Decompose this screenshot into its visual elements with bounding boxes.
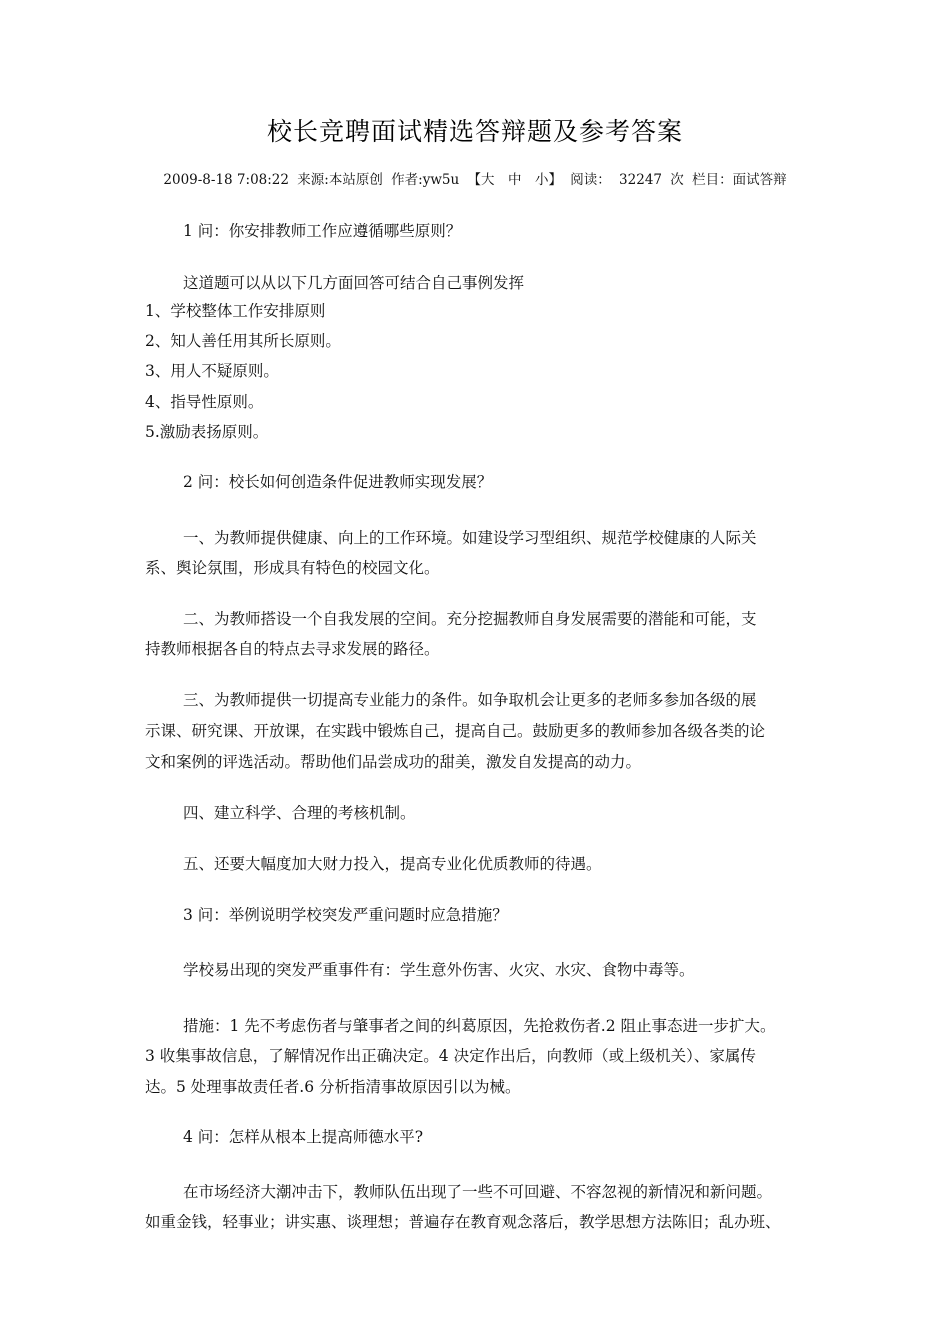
font-size-switcher[interactable]: 【大 中 小】 xyxy=(467,172,562,188)
meta-date: 2009-8-18 7:08:22 xyxy=(163,172,289,188)
paragraph-line: 在市场经济大潮冲击下，教师队伍出现了一些不可回避、不容忽视的新情况和新问题。 xyxy=(183,1183,773,1201)
paragraph-line: 3 收集事故信息，了解情况作出正确决定。4 决定作出后，向教师（或上级机关）、家属传 xyxy=(145,1047,756,1065)
page-title: 校长竞聘面试精选答辩题及参考答案 xyxy=(266,117,683,146)
paragraph-line: 示课、研究课、开放课，在实践中锻炼自己，提高自己。鼓励更多的教师参加各级各类的论 xyxy=(145,722,766,740)
paragraph-line: 达。5 处理事故责任者.6 分析指清事故原因引以为械。 xyxy=(145,1078,521,1096)
meta-reads-count: 32247 xyxy=(619,172,662,188)
answer-intro: 这道题可以从以下几方面回答可结合自己事例发挥 xyxy=(183,274,525,292)
paragraph-line: 三、为教师提供一切提高专业能力的条件。如争取机会让更多的老师多参加各级的展 xyxy=(183,691,757,709)
list-item: 4、指导性原则。 xyxy=(145,393,264,411)
list-item: 3、用人不疑原则。 xyxy=(145,362,279,380)
paragraph-line: 学校易出现的突发严重事件有：学生意外伤害、火灾、水灾、食物中毒等。 xyxy=(183,961,695,979)
question-4: 4 问：怎样从根本上提高师德水平? xyxy=(183,1128,424,1146)
meta-reads-unit: 次 xyxy=(670,172,684,188)
paragraph-line: 如重金钱，轻事业；讲实惠、谈理想；普遍存在教育观念落后，教学思想方法陈旧；乱办班、 xyxy=(145,1213,781,1231)
paragraph-line: 一、为教师提供健康、向上的工作环境。如建设学习型组织、规范学校健康的人际关 xyxy=(183,529,757,547)
paragraph-line: 四、建立科学、合理的考核机制。 xyxy=(183,804,416,822)
paragraph-line: 系、舆论氛围，形成具有特色的校园文化。 xyxy=(145,559,440,577)
list-item: 1、学校整体工作安排原则 xyxy=(145,302,326,320)
meta-reads-label: 阅读： xyxy=(570,172,611,188)
paragraph-line: 二、为教师搭设一个自我发展的空间。充分挖掘教师自身发展需要的潜能和可能，支 xyxy=(183,610,757,628)
meta-source: 来源:本站原创 xyxy=(297,172,383,188)
paragraph-line: 文和案例的评选活动。帮助他们品尝成功的甜美，激发自发提高的动力。 xyxy=(145,753,642,771)
question-1: 1 问：你安排教师工作应遵循哪些原则？ xyxy=(183,222,462,240)
question-2: 2 问：校长如何创造条件促进教师实现发展？ xyxy=(183,473,493,491)
list-item: 2、知人善任用其所长原则。 xyxy=(145,332,341,350)
meta-author: 作者:yw5u xyxy=(391,172,460,188)
paragraph-line: 持教师根据各自的特点去寻求发展的路径。 xyxy=(145,640,440,658)
list-item: 5.激励表扬原则。 xyxy=(145,423,269,441)
article-meta xyxy=(0,168,950,188)
paragraph-line: 五、还要大幅度加大财力投入，提高专业化优质教师的待遇。 xyxy=(183,855,602,873)
question-3: 3 问：举例说明学校突发严重问题时应急措施？ xyxy=(183,906,508,924)
meta-column: 栏目：面试答辩 xyxy=(692,172,787,188)
paragraph-line: 措施：1 先不考虑伤者与肇事者之间的纠葛原因，先抢救伤者.2 阻止事态进一步扩大。 xyxy=(183,1017,776,1035)
